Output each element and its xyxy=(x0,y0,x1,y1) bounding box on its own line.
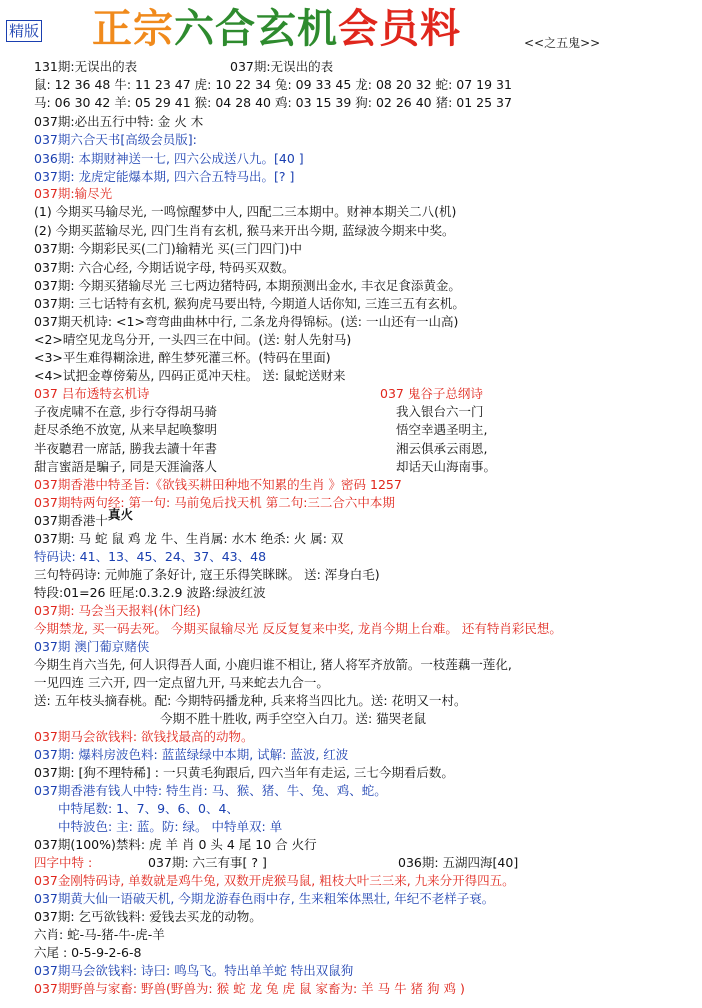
text-line: 今期生肖六当先, 何人识得吾人面, 小鹿归谁不相让, 猪人将军齐放箭。一枝莲藕一莲化, xyxy=(34,657,512,672)
text-line: 马: 06 30 42 羊: 05 29 41 猴: 04 28 40 鸡: 03 15 39 狗: 02 26 40 猪: 01 25 37 xyxy=(34,95,512,110)
title-char: 员 xyxy=(379,5,420,52)
text-line: 037期:输尽光 xyxy=(34,186,113,201)
title-char: 机 xyxy=(297,5,338,52)
text-line: 037期马会欲钱料: 诗曰: 鸣鸟飞。特出单羊蛇 特出双鼠狗 xyxy=(34,963,354,978)
text-line: 037期:必出五行中特: 金 火 木 xyxy=(34,114,204,129)
text-line: 037 吕布透特玄机诗 xyxy=(34,386,150,401)
text-line: 037期特两句经: 第一句: 马前兔后找天机 第二句:三二合六中本期 xyxy=(34,495,395,510)
text-line-secondary: 真火 xyxy=(108,507,134,522)
text-line: 037期: 三七话特有玄机, 猴狗虎马要出特, 今期道人话你知, 三连三五有玄机。 xyxy=(34,296,465,311)
text-line: 甜言蜜語是騙子, 同是天涯淪落人 xyxy=(34,459,217,474)
text-line-tertiary: 036期: 五湖四海[40] xyxy=(398,855,519,870)
text-line: 四字中特 : xyxy=(34,855,93,870)
title-char: 六 xyxy=(174,5,215,52)
title-char: 正 xyxy=(92,5,133,52)
text-line: <2>晴空见龙鸟分开, 一头四三在中间。(送: 射人先射马) xyxy=(34,332,352,347)
header xyxy=(0,0,702,58)
text-line: 037期 澳门葡京赌侠 xyxy=(34,639,150,654)
text-line: 037期: 今期彩民买(二门)输精光 买(三门四门)中 xyxy=(34,241,303,256)
text-line: 鼠: 12 36 48 牛: 11 23 47 虎: 10 22 34 兔: 09 33 45 龙: 08 20 32 蛇: 07 19 31 xyxy=(34,77,512,92)
text-line: (2) 今期买蓝输尽光, 四门生肖有玄机, 猴马来开出今期, 蓝绿波今期来中奖。 xyxy=(34,223,455,238)
text-line: 037期野兽与家畜: 野兽(野兽为: 猴 蛇 龙 兔 虎 鼠 家畜为: 羊 马 牛 猪 狗 鸡 ) xyxy=(34,981,465,996)
text-line: 037期: 爆料房波色料: 蓝蓝绿绿中本期, 试解: 蓝波, 红波 xyxy=(34,747,349,762)
text-line: 037金刚特码诗, 单数就是鸡牛兔, 双数开虎猴马鼠, 粗枝大叶三三来, 九来分开得四五。 xyxy=(34,873,515,888)
title-char: 合 xyxy=(215,5,256,52)
text-line: 037期黄大仙一语破天机, 今期龙游春色雨中存, 生来粗笨体黑壮, 年纪不老样子衰。 xyxy=(34,891,495,906)
text-line: 赶尽杀绝不放宽, 从来早起唤黎明 xyxy=(34,422,217,437)
text-line-secondary: 我入银台六一门 xyxy=(396,404,484,419)
text-line: 子夜虎啸不在意, 步行夺得胡马骑 xyxy=(34,404,217,419)
subtitle: <<之五鬼>> xyxy=(524,36,601,50)
text-line: 今期不胜十胜收, 两手空空入白刀。送: 猫哭老鼠 xyxy=(160,711,427,726)
text-line: 037期: [狗不理特稀] : 一只黄毛狗跟后, 四六当年有走运, 三七今期看后数。 xyxy=(34,765,454,780)
title-char: 玄 xyxy=(256,5,297,52)
text-line: 037期马会欲钱料: 欲钱找最高的动物。 xyxy=(34,729,254,744)
text-line: 特段:01=26 旺尾:0.3.2.9 波路:绿波红波 xyxy=(34,585,266,600)
text-line: 037期: 六合心经, 今期话说字母, 特码买双数。 xyxy=(34,260,295,275)
text-line: <4>试把金尊傍菊丛, 四码正觅冲天柱。 送: 鼠蛇送财来 xyxy=(34,368,346,383)
text-line: 037期: 今期买猪输尽光 三七两边猪特码, 本期预测出金水, 丰衣足食添黄金。 xyxy=(34,278,461,293)
text-line: 三句特码诗: 元帅施了条好计, 寇王乐得笑眯眯。 送: 浑身白毛) xyxy=(34,567,380,582)
text-line: 036期: 本期财神送一七, 四六公成送八九。[40 ] xyxy=(34,151,304,166)
text-line-secondary: 037期: 六三有事[ ? ] xyxy=(148,855,267,870)
text-line-secondary: 却话天山海南事。 xyxy=(396,459,497,474)
text-line-secondary: 037 鬼谷子总纲诗 xyxy=(380,386,483,401)
text-line: <3>平生难得糊涂进, 醉生梦死灌三杯。(特码在里面) xyxy=(34,350,331,365)
text-line: 今期禁龙, 买一码去死。 今期买鼠输尽光 反反复复来中奖, 龙肖今期上台难。 还有特肖彩民想。 xyxy=(34,621,562,636)
text-line: 037期六合天书[高级会员版]: xyxy=(34,132,197,147)
text-line-secondary: 037期:无误出的表 xyxy=(230,59,334,74)
edition-badge: 精版 xyxy=(6,20,42,42)
text-line: 一见四连 三六开, 四一定点留九开, 马来蛇去九合一。 xyxy=(34,675,329,690)
text-line: 特码诀: 41、13、45、24、37、43、48 xyxy=(34,549,267,564)
text-line: 037期: 龙虎定能爆本期, 四六合五特马出。[? ] xyxy=(34,169,295,184)
text-line: 037期天机诗: <1>弯弯曲曲林中行, 二条龙舟得锦标。(送: 一山还有一山高) xyxy=(34,314,459,329)
text-line: 131期:无误出的表 xyxy=(34,59,138,74)
text-line-secondary: 悟空幸遇圣明主, xyxy=(396,422,488,437)
text-line: 037期: 马会当天报料(休门经) xyxy=(34,603,201,618)
text-line: 037期香港中特圣旨:《欲钱买耕田种地不知累的生肖 》密码 1257 xyxy=(34,477,402,492)
text-line: 送: 五年枝头摘春桃。配: 今期特码播龙种, 兵来将当四比九。送: 花明又一村。 xyxy=(34,693,467,708)
text-line: 037期(100%)禁料: 虎 羊 肖 0 头 4 尾 10 合 火行 xyxy=(34,837,317,852)
text-line-secondary: 湘云俱承云雨恩, xyxy=(396,441,488,456)
text-line: 037期香港有钱人中特: 特生肖: 马、猴、猪、牛、兔、鸡、蛇。 xyxy=(34,783,387,798)
text-line: 中特波色: 主: 蓝。防: 绿。 中特单双: 单 xyxy=(58,819,283,834)
text-line: 037期: 马 蛇 鼠 鸡 龙 牛、生肖属: 水木 绝杀: 火 属: 双 xyxy=(34,531,344,546)
title-char: 宗 xyxy=(133,5,174,52)
title-char: 会 xyxy=(338,5,379,52)
text-line: 半夜聽君一席話, 勝我去讀十年書 xyxy=(34,441,217,456)
text-line: 六尾 : 0-5-9-2-6-8 xyxy=(34,945,142,960)
text-line: 中特尾数: 1、7、9、6、0、4、 xyxy=(58,801,239,816)
text-line: (1) 今期买马输尽光, 一鸣惊醒梦中人, 四配二三本期中。财神本期关二八(机) xyxy=(34,204,457,219)
text-line: 037期香港十 xyxy=(34,513,108,528)
title-char: 料 xyxy=(420,5,461,52)
text-line: 六肖: 蛇-马-猪-牛-虎-羊 xyxy=(34,927,165,942)
page-title xyxy=(92,4,461,54)
text-line: 037期: 乞丐欲钱料: 爱钱去买龙的动物。 xyxy=(34,909,262,924)
